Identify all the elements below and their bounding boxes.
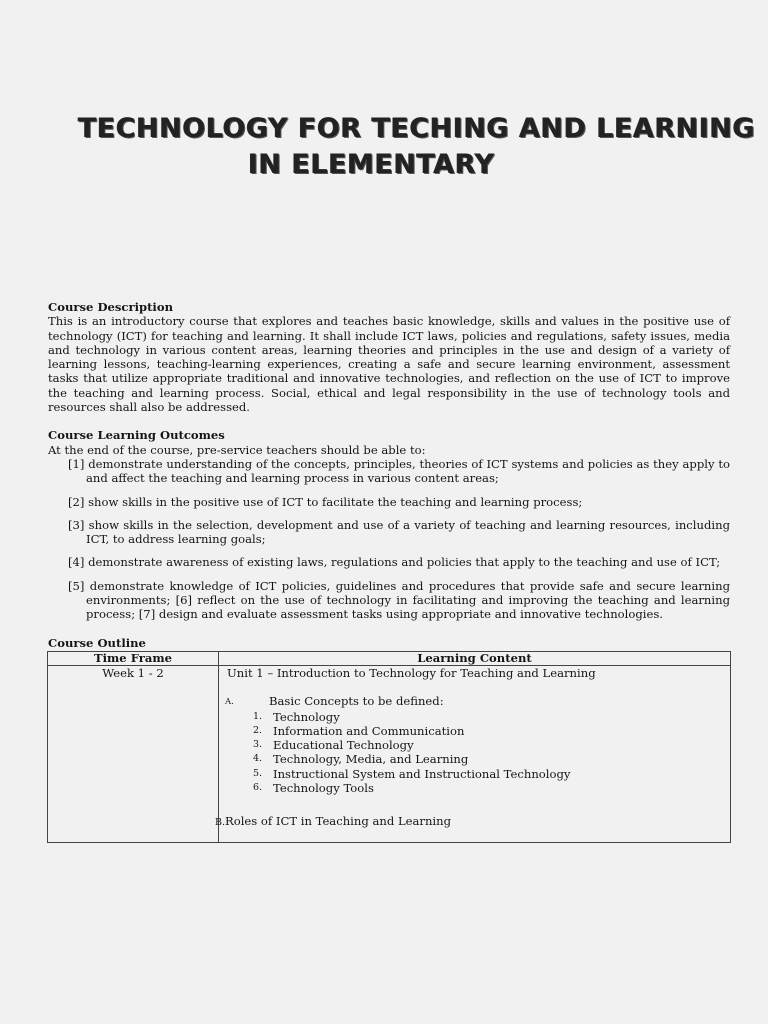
- learning-outcomes-intro: At the end of the course, pre-service teachers should be able to:: [48, 442, 426, 457]
- list-item: [68, 457, 730, 486]
- course-outline-heading: Course Outline: [48, 636, 146, 650]
- title-line-1: TECHNOLOGY FOR TECHING AND LEARNING: [78, 113, 756, 144]
- list-item: [253, 781, 730, 795]
- list-item: [253, 724, 730, 738]
- outcome-text: [4] demonstrate awareness of existing laws, regulations and policies that apply to the teaching and use of ICT;: [68, 555, 721, 570]
- document-title: [0, 112, 768, 182]
- list-item: [253, 738, 730, 752]
- list-number: 2.: [253, 724, 263, 736]
- list-item: [253, 752, 730, 766]
- document-body: [48, 300, 730, 636]
- title-line-2: IN ELEMENTARY: [248, 149, 495, 180]
- concept-label: Technology: [273, 709, 340, 724]
- table-row: [48, 666, 731, 843]
- list-number: 3.: [253, 739, 263, 751]
- learning-outcomes-heading: Course Learning Outcomes: [48, 428, 225, 443]
- list-item: [68, 579, 730, 622]
- list-number: 4.: [253, 753, 263, 765]
- subsection-a-marker: A.: [225, 697, 234, 708]
- outcome-text: [1] demonstrate understanding of the concepts, principles, theories of ICT systems and policies as they apply to and affect the teaching and learning process in various content areas;: [68, 456, 730, 486]
- subsection-b: [215, 814, 451, 830]
- learning-outcomes-section: [48, 428, 730, 621]
- time-frame-cell: Week 1 - 2: [48, 666, 219, 843]
- course-description-section: [48, 300, 730, 414]
- concepts-list: [225, 710, 730, 796]
- concept-label: Information and Communication: [273, 723, 465, 738]
- list-item: [68, 555, 730, 569]
- list-item: [68, 518, 730, 547]
- subsection-b-marker: B.: [215, 817, 226, 828]
- list-item: [253, 710, 730, 724]
- course-outline-table: [47, 651, 731, 843]
- course-description-heading: Course Description: [48, 300, 173, 314]
- unit-title: Unit 1 – Introduction to Technology for Teaching and Learning: [227, 666, 596, 680]
- table-header-row: [48, 652, 731, 666]
- subsection-b-title: Roles of ICT in Teaching and Learning: [225, 814, 452, 828]
- learning-outcomes-list: [48, 457, 730, 622]
- list-item: [68, 495, 730, 509]
- course-description-text: This is an introductory course that explores and teaches basic knowledge, skills and values in the positive use of technology (ICT) for teaching and learning. It shall include ICT laws, policies and regulations, safety issues, media and technology in various content areas, learning theories and principles in the use and design of a variety of learning lessons, teaching-learning experiences, creating a safe and secure learning environment, assessment tasks that utilize appropriate traditional and innovative technologies, and reflection on the use of ICT to improve the teaching and learning process. Social, ethical and legal responsibility in the use of technology tools and resources shall also be addressed.: [48, 314, 730, 415]
- column-header-learning-content: Learning Content: [219, 652, 731, 666]
- concept-label: Technology, Media, and Learning: [273, 752, 469, 767]
- list-number: 5.: [253, 767, 263, 779]
- column-header-time-frame: Time Frame: [48, 652, 219, 666]
- list-number: 6.: [253, 782, 263, 794]
- outcome-text: [2] show skills in the positive use of ICT to facilitate the teaching and learning process;: [68, 494, 583, 509]
- concept-label: Educational Technology: [273, 738, 414, 753]
- subsection-a-title: Basic Concepts to be defined:: [269, 694, 444, 709]
- concept-label: Technology Tools: [273, 781, 374, 796]
- list-item: [253, 767, 730, 781]
- subsection-a: [225, 694, 730, 709]
- learning-content-cell: [215, 666, 731, 843]
- outcome-text: [3] show skills in the selection, development and use of a variety of teaching and learning resources, including ICT, to address learning goals;: [68, 517, 730, 547]
- outcome-text: [5] demonstrate knowledge of ICT policies, guidelines and procedures that provide safe and secure learning environments; [6] reflect on the use of technology in facilitating and improving the teaching and learning process; [7] design and evaluate assessment tasks using appropriate and innovative technologies.: [68, 578, 730, 622]
- list-number: 1.: [253, 710, 263, 722]
- concept-label: Instructional System and Instructional Technology: [273, 766, 571, 781]
